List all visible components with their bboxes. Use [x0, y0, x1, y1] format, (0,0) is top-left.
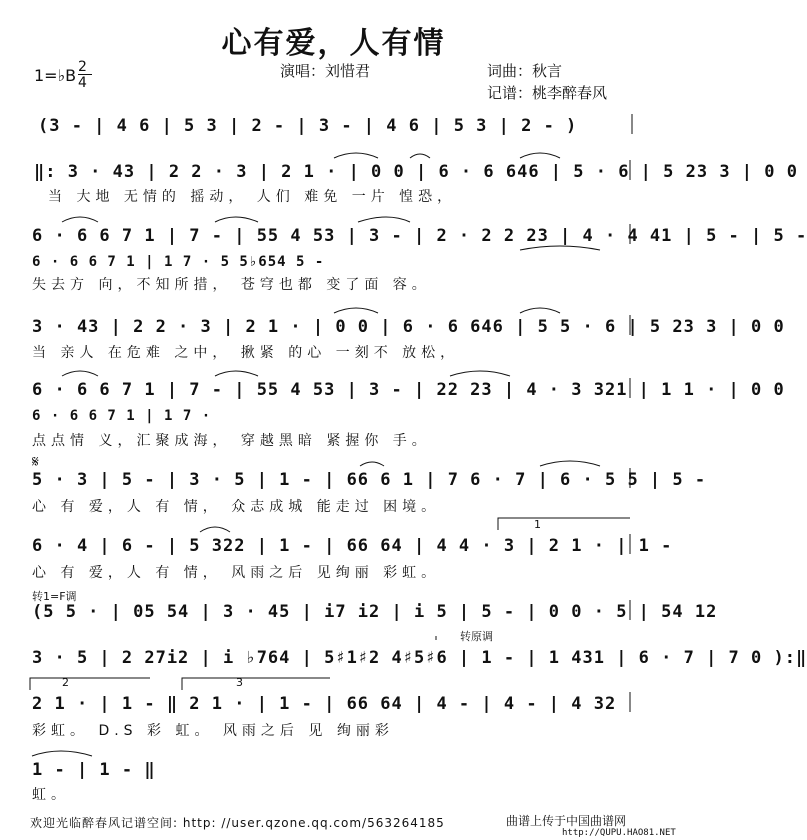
- lyrics-line-11: 虹。: [32, 787, 70, 803]
- score-line-2: ‖: 3 · 43 | 2 2 · 3 | 2 1 · | 0 0 | 6 · 6 646 | 5 · 6 | 5 23 3 | 0 0: [34, 162, 798, 182]
- modulation-note-2: 转原调: [460, 630, 493, 643]
- score-line-11: 1 - | 1 - ‖: [32, 760, 156, 780]
- score-line-3: 6 · 6 6 7 1 | 7 - | 55 4 53 | 3 - | 2 · 2 2 23 | 4 · 4 41 | 5 - | 5 -: [32, 226, 807, 246]
- lyrics-line-10: 彩虹。 D.S 彩 虹。 风雨之后 见 绚丽彩: [32, 723, 394, 739]
- watermark-text: 曲谱上传于中国曲谱网: [506, 814, 627, 828]
- lyrics-line-3: 失去方 向，不知所措， 苍穹也都 变了面 容。: [32, 277, 431, 293]
- score-line-5-lower: 6 · 6 6 7 1 | 1 7 ·: [32, 408, 212, 424]
- volta-1-label: 1: [534, 518, 541, 531]
- time-signature-top: 2: [78, 59, 87, 75]
- lyrics-line-2: 当 大地 无情的 摇动， 人们 难免 一片 惶恐，: [48, 189, 457, 205]
- key-signature: 1=♭B: [34, 66, 77, 85]
- lyrics-line-4: 当 亲人 在危难 之中， 揪紧 的心 一刻不 放松，: [32, 345, 460, 361]
- watermark-url: http://QUPU.HAO81.NET: [562, 828, 676, 838]
- lyrics-line-5: 点点情 义，汇聚成海， 穿越黑暗 紧握你 手。: [32, 433, 431, 449]
- composer-credit: 词曲：秋言: [487, 62, 563, 80]
- score-line-7: 6 · 4 | 6 - | 5 322 | 1 - | 66 64 | 4 4 · 3 | 2 1 · | 1 -: [32, 536, 673, 556]
- footer-text: 欢迎光临醉春风记谱空间: http: //user.qzone.qq.com/563264185: [30, 816, 445, 830]
- time-signature-bottom: 4: [78, 75, 87, 91]
- volta-3-label: 3: [236, 676, 243, 689]
- song-title: 心有爱，人有情: [221, 26, 446, 61]
- volta-2-label: 2: [62, 676, 69, 689]
- score-line-4: 3 · 43 | 2 2 · 3 | 2 1 · | 0 0 | 6 · 6 646 | 5 5 · 6 | 5 23 3 | 0 0: [32, 317, 785, 337]
- modulation-note-1: 转1=F调: [32, 590, 77, 603]
- singer-credit: 演唱：刘惜君: [280, 62, 371, 80]
- score-line-10: 2 1 · | 1 - ‖ 2 1 · | 1 - | 66 64 | 4 - | 4 - | 4 32: [32, 694, 617, 714]
- lyrics-line-7: 心 有 爱，人 有 情， 风雨之后 见绚丽 彩虹。: [32, 565, 441, 581]
- score-line-6: 5 · 3 | 5 - | 3 · 5 | 1 - | 66 6 1 | 7 6 · 7 | 6 · 5 5 | 5 -: [32, 470, 707, 490]
- score-line-8: (5 5 · | 05 54 | 3 · 45 | i7 i2 | i 5 | 5 - | 0 0 · 5 | 54 12: [32, 602, 718, 622]
- segno-sign: 𝄋: [32, 452, 39, 471]
- score-line-9: 3 · 5 | 2 27i2 | i ♭764 | 5♯1♯2 4♯5♯6 | 1 - | 1 431 | 6 · 7 | 7 0 ):‖: [32, 648, 807, 668]
- score-line-3-lower: 6 · 6 6 7 1 | 1 7 · 5 5♭654 5 -: [32, 254, 325, 270]
- lyrics-line-6: 心 有 爱，人 有 情， 众志成城 能走过 困境。: [32, 499, 441, 515]
- transcriber-credit: 记谱：桃李醉春风: [487, 84, 608, 102]
- score-line-1: (3 - | 4 6 | 5 3 | 2 - | 3 - | 4 6 | 5 3 | 2 - ): [38, 116, 578, 136]
- score-line-5: 6 · 6 6 7 1 | 7 - | 55 4 53 | 3 - | 22 23 | 4 · 3 321 | 1 1 · | 0 0: [32, 380, 785, 400]
